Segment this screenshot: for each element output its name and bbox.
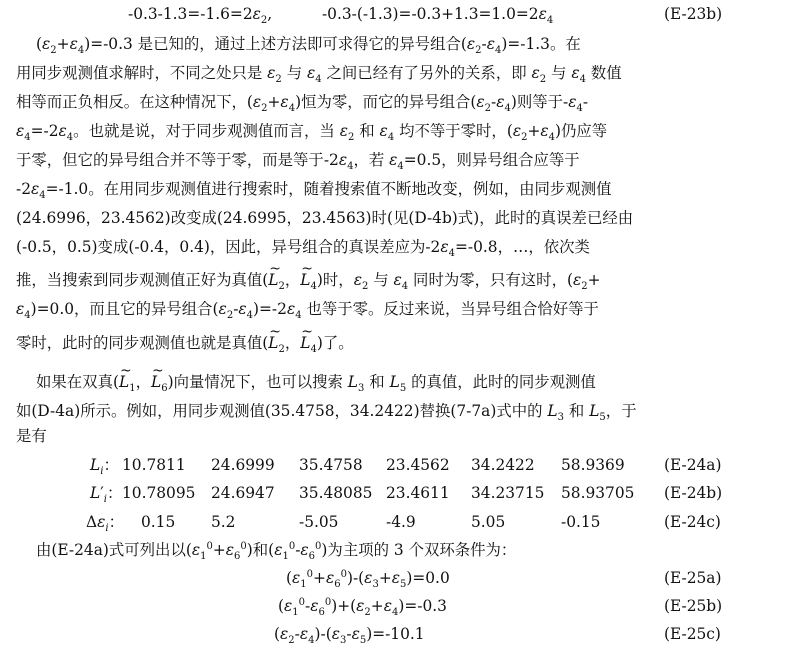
table-cell: 35.4758: [299, 456, 363, 474]
text-line-2: $(\varepsilon_2+\varepsilon_4)=-0.3$ 是已知的，通过上述方法即可求得它的异号组合$(\varepsilon_2-\varepsilon_4)=-1.3$。在: [36, 35, 581, 57]
table-cell: -0.15: [561, 513, 601, 531]
text-line-16: 由(E-24a)式可列出以$(\varepsilon_1^0+\varepsilon_6^0)$和$(\varepsilon_1^0-\varepsilon_6^0)$为主项的 3 个双环条件为：: [36, 540, 517, 563]
table-cell: -5.05: [299, 513, 339, 531]
eq-part-1: $-0.3-1.3=-1.6=2\varepsilon_2$,: [128, 5, 273, 27]
equation-e25b: $(\varepsilon_1^0-\varepsilon_6^0)+(\varepsilon_2+\varepsilon_4)=-0.3$: [278, 596, 447, 619]
eq-part-2: $-0.3-(-1.3)=-0.3+1.3=1.0=2\varepsilon_4$: [321, 5, 554, 27]
text-line-5: $\varepsilon_4=-2\varepsilon_4$。也就是说，对于同步观测值而言，当 $\varepsilon_2$ 和 $\varepsilon_4$ 均不等于零时，$(\varepsilon_2+\varepsilon_4)$仍应等: [16, 122, 608, 144]
table-cell: 34.2422: [471, 456, 535, 474]
text-line-6: 于零，但它的异号组合并不等于零，而是等于$-2\varepsilon_4$，若 $\varepsilon_4=0.5$，则异号组合应等于: [16, 151, 580, 173]
table-cell: 23.4611: [386, 484, 450, 502]
equation-e25c: $(\varepsilon_2-\varepsilon_4)-(\varepsilon_3-\varepsilon_5)=-10.1$: [274, 625, 425, 647]
text-line-10: 推，当搜索到同步观测值正好为真值(~ $L_2$，~ $L_4$)时，$\varepsilon_2$ 与 $\varepsilon_4$ 同时为零，只有这时，($\varepsilon_2+$: [16, 270, 601, 290]
label-e24b: (E-24b): [664, 484, 723, 502]
label-e23b: (E-23b): [664, 5, 723, 23]
table-cell: -4.9: [386, 513, 416, 531]
row-head-L: $L_i$：: [90, 456, 119, 478]
text-line-13: 如果在双真(~ $L_1$，~ $L_6$)向量情况下，也可以搜索 $L_3$ 和 $L_5$ 的真值，此时的同步观测值: [36, 372, 596, 392]
table-cell: 34.23715: [471, 484, 545, 502]
table-cell: 5.2: [211, 513, 236, 531]
text-line-3: 用同步观测值求解时，不同之处只是 $\varepsilon_2$ 与 $\varepsilon_4$ 之间已经有了另外的关系，即 $\varepsilon_2$ 与 $\varepsilon_4$ 数值: [16, 64, 622, 86]
label-e24c: (E-24c): [664, 513, 721, 531]
text-line-12: 零时，此时的同步观测值也就是真值(~ $L_2$，~ $L_4$)了。: [16, 333, 354, 353]
equation-e23b: [128, 4, 554, 27]
label-e25a: (E-25a): [664, 569, 722, 587]
equation-e25a: $(\varepsilon_1^0+\varepsilon_6^0)-(\varepsilon_3+\varepsilon_5)=0.0$: [286, 568, 450, 591]
table-cell: 10.7811: [122, 456, 186, 474]
table-cell: 24.6999: [211, 456, 275, 474]
row-head-delta: $\Delta\varepsilon_i$：: [86, 513, 124, 535]
table-cell: 23.4562: [386, 456, 450, 474]
label-e24a: (E-24a): [664, 456, 722, 474]
table-cell: 24.6947: [211, 484, 275, 502]
table-cell: 10.78095: [122, 484, 196, 502]
text-line-15: 是有: [16, 427, 47, 445]
text-line-14: 如(D-4a)所示。例如，用同步观测值(35.4758，34.2422)替换(7-7a)式中的 $L_3$ 和 $L_5$，于: [16, 402, 637, 424]
text-line-9: (-0.5，0.5)变成(-0.4，0.4)，因此，异号组合的真误差应为$-2\varepsilon_4=-0.8$，…，依次类: [16, 238, 590, 260]
label-e25c: (E-25c): [664, 625, 721, 643]
label-e25b: (E-25b): [664, 597, 723, 615]
table-cell: 0.15: [141, 513, 176, 531]
table-cell: 58.93705: [561, 484, 635, 502]
text-line-11: $\varepsilon_4)=0.0$，而且它的异号组合$(\varepsilon_2-\varepsilon_4)=-2\varepsilon_4$ 也等于零。反过来说，当异号组合恰好等于: [16, 300, 599, 322]
table-cell: 35.48085: [299, 484, 373, 502]
table-cell: 58.9369: [561, 456, 625, 474]
text-line-7: $-2\varepsilon_4=-1.0$。在用同步观测值进行搜索时，随着搜索值不断地改变，例如，由同步观测值: [16, 180, 612, 202]
text-line-8: (24.6996，23.4562)改变成(24.6995，23.4563)时(见(D-4b)式)，此时的真误差已经由: [16, 209, 634, 227]
table-cell: 5.05: [471, 513, 506, 531]
row-head-Lprime: $L'_i$：: [90, 484, 123, 506]
text-line-4: 相等而正负相反。在这种情况下，$(\varepsilon_2+\varepsilon_4)$恒为零，而它的异号组合$(\varepsilon_2-\varepsilon_4)$则等于$-\varepsilon_4-$: [16, 93, 589, 115]
